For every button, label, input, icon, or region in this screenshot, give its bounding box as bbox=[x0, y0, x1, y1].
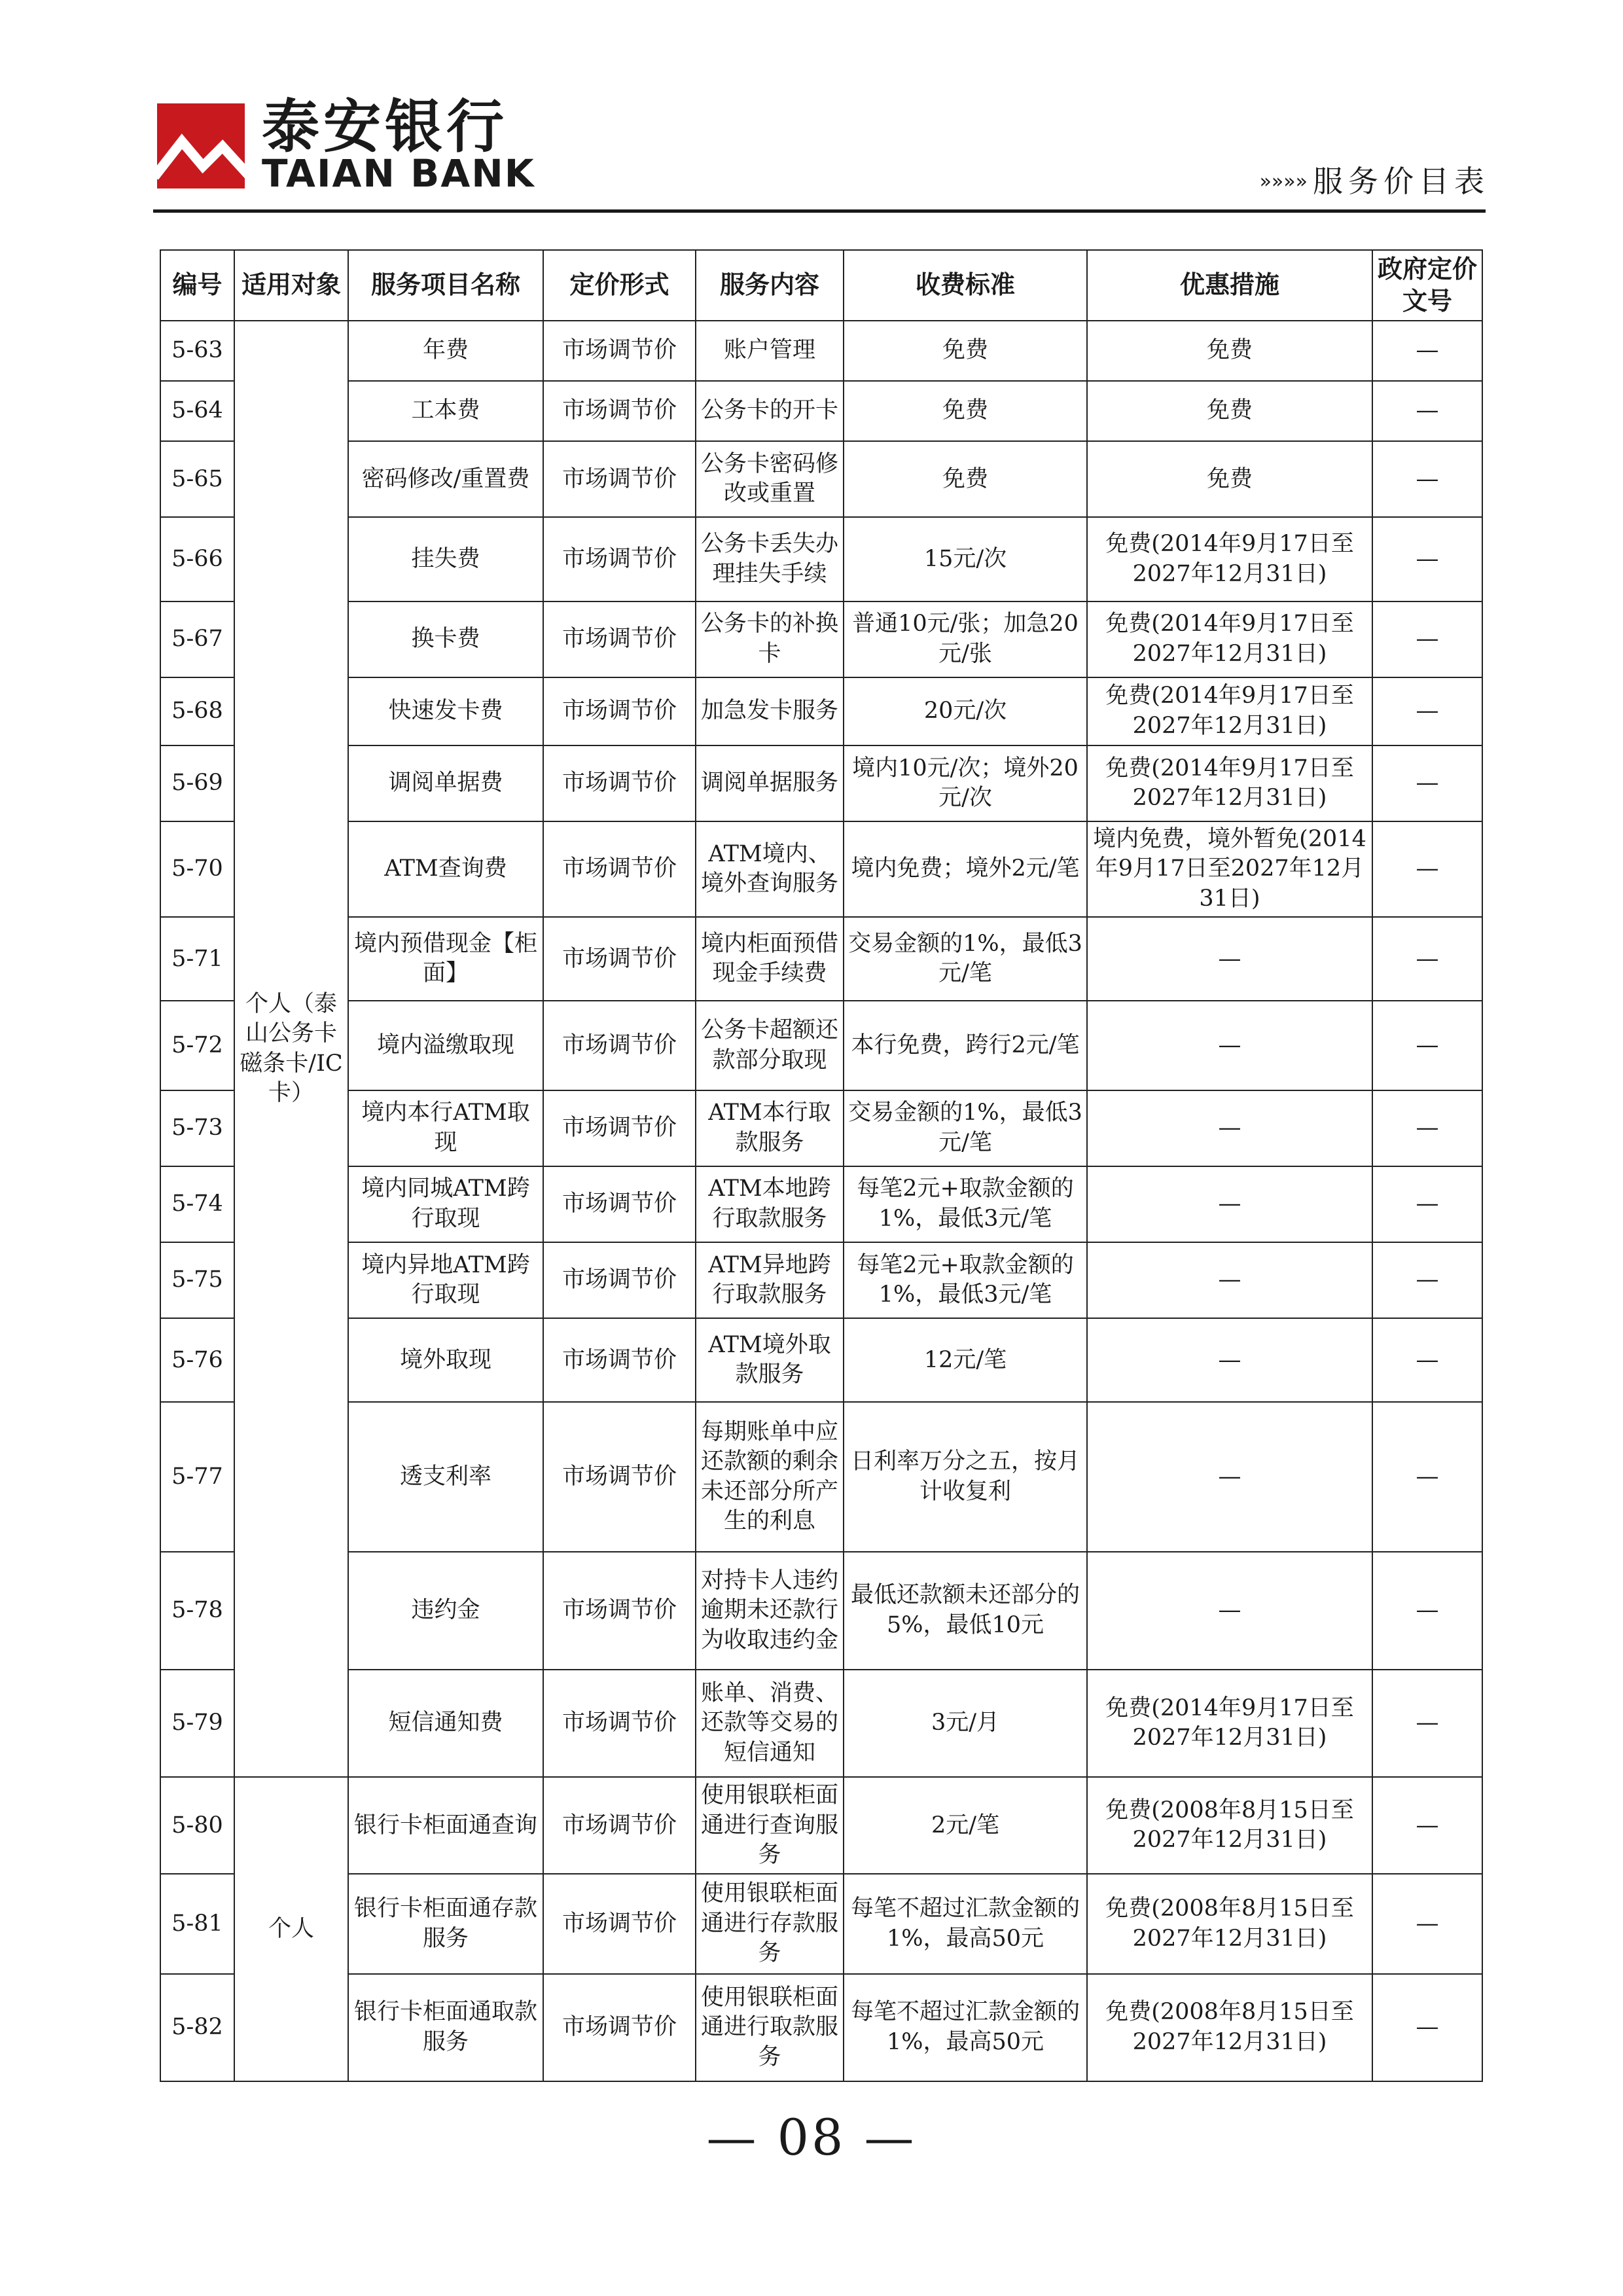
table-row bbox=[160, 917, 1482, 1001]
discount-cell: — bbox=[1087, 1166, 1372, 1242]
fee-cell: 普通10元/张；加急20元/张 bbox=[844, 601, 1087, 677]
no-cell: 5-77 bbox=[160, 1402, 234, 1551]
no-cell: 5-66 bbox=[160, 517, 234, 601]
fee-cell: 2元/笔 bbox=[844, 1777, 1087, 1874]
fee-cell: 免费 bbox=[844, 441, 1087, 517]
content-cell: 公务卡的开卡 bbox=[696, 381, 844, 441]
column-header: 收费标准 bbox=[844, 250, 1087, 321]
pricing-cell: 市场调节价 bbox=[543, 1090, 696, 1166]
discount-cell: 免费(2014年9月17日至2027年12月31日) bbox=[1087, 745, 1372, 821]
no-cell: 5-64 bbox=[160, 381, 234, 441]
pricing-cell: 市场调节价 bbox=[543, 517, 696, 601]
no-cell: 5-67 bbox=[160, 601, 234, 677]
table-row bbox=[160, 517, 1482, 601]
fee-cell: 交易金额的1%，最低3元/笔 bbox=[844, 917, 1087, 1001]
table-row bbox=[160, 677, 1482, 745]
content-cell: 使用银联柜面通进行存款服务 bbox=[696, 1874, 844, 1973]
no-cell: 5-73 bbox=[160, 1090, 234, 1166]
fee-cell: 12元/笔 bbox=[844, 1318, 1087, 1402]
discount-cell: — bbox=[1087, 1402, 1372, 1551]
column-header: 编号 bbox=[160, 250, 234, 321]
gov-cell: — bbox=[1372, 745, 1482, 821]
name-cell: 工本费 bbox=[348, 381, 543, 441]
fee-table-body bbox=[160, 321, 1482, 2081]
fee-cell: 免费 bbox=[844, 321, 1087, 381]
fee-cell: 20元/次 bbox=[844, 677, 1087, 745]
gov-cell: — bbox=[1372, 517, 1482, 601]
document-title-text: 服务价目表 bbox=[1313, 164, 1489, 199]
target-cell: 个人 bbox=[234, 1777, 348, 2081]
pricing-cell: 市场调节价 bbox=[543, 1166, 696, 1242]
fee-cell: 3元/月 bbox=[844, 1670, 1087, 1777]
table-row bbox=[160, 1166, 1482, 1242]
content-cell: ATM本行取款服务 bbox=[696, 1090, 844, 1166]
discount-cell: 免费(2008年8月15日至2027年12月31日) bbox=[1087, 1777, 1372, 1874]
table-row bbox=[160, 1974, 1482, 2081]
discount-cell: 免费 bbox=[1087, 441, 1372, 517]
content-cell: ATM境内、境外查询服务 bbox=[696, 821, 844, 917]
discount-cell: — bbox=[1087, 1001, 1372, 1090]
gov-cell: — bbox=[1372, 1318, 1482, 1402]
pricing-cell: 市场调节价 bbox=[543, 745, 696, 821]
discount-cell: 免费(2014年9月17日至2027年12月31日) bbox=[1087, 517, 1372, 601]
discount-cell: — bbox=[1087, 1318, 1372, 1402]
no-cell: 5-63 bbox=[160, 321, 234, 381]
gov-cell: — bbox=[1372, 1166, 1482, 1242]
content-cell: ATM本地跨行取款服务 bbox=[696, 1166, 844, 1242]
table-row bbox=[160, 1777, 1482, 1874]
no-cell: 5-71 bbox=[160, 917, 234, 1001]
fee-cell: 境内免费；境外2元/笔 bbox=[844, 821, 1087, 917]
fee-cell: 每笔不超过汇款金额的1%，最高50元 bbox=[844, 1974, 1087, 2081]
content-cell: 公务卡的补换卡 bbox=[696, 601, 844, 677]
gov-cell: — bbox=[1372, 1874, 1482, 1973]
name-cell: 银行卡柜面通查询 bbox=[348, 1777, 543, 1874]
table-row bbox=[160, 745, 1482, 821]
fee-cell: 本行免费，跨行2元/笔 bbox=[844, 1001, 1087, 1090]
content-cell: 使用银联柜面通进行查询服务 bbox=[696, 1777, 844, 1874]
table-row bbox=[160, 821, 1482, 917]
no-cell: 5-68 bbox=[160, 677, 234, 745]
discount-cell: 免费(2008年8月15日至2027年12月31日) bbox=[1087, 1974, 1372, 2081]
no-cell: 5-65 bbox=[160, 441, 234, 517]
no-cell: 5-82 bbox=[160, 1974, 234, 2081]
no-cell: 5-79 bbox=[160, 1670, 234, 1777]
name-cell: 快速发卡费 bbox=[348, 677, 543, 745]
gov-cell: — bbox=[1372, 1090, 1482, 1166]
discount-cell: — bbox=[1087, 1242, 1372, 1318]
discount-cell: — bbox=[1087, 1090, 1372, 1166]
target-cell: 个人（泰山公务卡磁条卡/IC卡） bbox=[234, 321, 348, 1777]
table-row bbox=[160, 1670, 1482, 1777]
table-row bbox=[160, 1090, 1482, 1166]
discount-cell: 免费(2014年9月17日至2027年12月31日) bbox=[1087, 677, 1372, 745]
pricing-cell: 市场调节价 bbox=[543, 917, 696, 1001]
gov-cell: — bbox=[1372, 917, 1482, 1001]
fee-cell: 日利率万分之五，按月计收复利 bbox=[844, 1402, 1087, 1551]
table-row bbox=[160, 321, 1482, 381]
name-cell: 调阅单据费 bbox=[348, 745, 543, 821]
content-cell: 境内柜面预借现金手续费 bbox=[696, 917, 844, 1001]
gov-cell: — bbox=[1372, 601, 1482, 677]
gov-cell: — bbox=[1372, 1670, 1482, 1777]
discount-cell: 免费(2014年9月17日至2027年12月31日) bbox=[1087, 1670, 1372, 1777]
discount-cell: — bbox=[1087, 1552, 1372, 1670]
gov-cell: — bbox=[1372, 1552, 1482, 1670]
discount-cell: — bbox=[1087, 917, 1372, 1001]
no-cell: 5-75 bbox=[160, 1242, 234, 1318]
no-cell: 5-80 bbox=[160, 1777, 234, 1874]
content-cell: 调阅单据服务 bbox=[696, 745, 844, 821]
name-cell: 银行卡柜面通存款服务 bbox=[348, 1874, 543, 1973]
no-cell: 5-72 bbox=[160, 1001, 234, 1090]
name-cell: 换卡费 bbox=[348, 601, 543, 677]
table-header-row bbox=[160, 250, 1482, 321]
discount-cell: 境内免费，境外暂免(2014年9月17日至2027年12月31日) bbox=[1087, 821, 1372, 917]
name-cell: 境外取现 bbox=[348, 1318, 543, 1402]
content-cell: 公务卡密码修改或重置 bbox=[696, 441, 844, 517]
content-cell: 加急发卡服务 bbox=[696, 677, 844, 745]
column-header: 优惠措施 bbox=[1087, 250, 1372, 321]
table-row bbox=[160, 1552, 1482, 1670]
pricing-cell: 市场调节价 bbox=[543, 821, 696, 917]
pricing-cell: 市场调节价 bbox=[543, 321, 696, 381]
fee-cell: 15元/次 bbox=[844, 517, 1087, 601]
name-cell: 挂失费 bbox=[348, 517, 543, 601]
pricing-cell: 市场调节价 bbox=[543, 1318, 696, 1402]
name-cell: 银行卡柜面通取款服务 bbox=[348, 1974, 543, 2081]
header-divider bbox=[153, 209, 1486, 213]
arrows-icon: »»»» bbox=[1259, 170, 1308, 193]
name-cell: 境内同城ATM跨行取现 bbox=[348, 1166, 543, 1242]
pricing-cell: 市场调节价 bbox=[543, 1777, 696, 1874]
no-cell: 5-70 bbox=[160, 821, 234, 917]
gov-cell: — bbox=[1372, 321, 1482, 381]
no-cell: 5-76 bbox=[160, 1318, 234, 1402]
pricing-cell: 市场调节价 bbox=[543, 1001, 696, 1090]
fee-cell: 交易金额的1%，最低3元/笔 bbox=[844, 1090, 1087, 1166]
table-row bbox=[160, 1402, 1482, 1551]
name-cell: 密码修改/重置费 bbox=[348, 441, 543, 517]
name-cell: ATM查询费 bbox=[348, 821, 543, 917]
fee-cell: 境内10元/次；境外20元/次 bbox=[844, 745, 1087, 821]
content-cell: 使用银联柜面通进行取款服务 bbox=[696, 1974, 844, 2081]
name-cell: 境内异地ATM跨行取现 bbox=[348, 1242, 543, 1318]
table-row bbox=[160, 1318, 1482, 1402]
gov-cell: — bbox=[1372, 1001, 1482, 1090]
gov-cell: — bbox=[1372, 381, 1482, 441]
document-title bbox=[1259, 164, 1489, 199]
gov-cell: — bbox=[1372, 677, 1482, 745]
name-cell: 境内本行ATM取现 bbox=[348, 1090, 543, 1166]
gov-cell: — bbox=[1372, 1402, 1482, 1551]
content-cell: 公务卡超额还款部分取现 bbox=[696, 1001, 844, 1090]
column-header: 适用对象 bbox=[234, 250, 348, 321]
column-header: 定价形式 bbox=[543, 250, 696, 321]
pricing-cell: 市场调节价 bbox=[543, 1552, 696, 1670]
table-row bbox=[160, 1242, 1482, 1318]
content-cell: 账单、消费、还款等交易的短信通知 bbox=[696, 1670, 844, 1777]
pricing-cell: 市场调节价 bbox=[543, 1670, 696, 1777]
pricing-cell: 市场调节价 bbox=[543, 1974, 696, 2081]
content-cell: ATM境外取款服务 bbox=[696, 1318, 844, 1402]
content-cell: 账户管理 bbox=[696, 321, 844, 381]
fee-cell: 免费 bbox=[844, 381, 1087, 441]
column-header: 服务项目名称 bbox=[348, 250, 543, 321]
content-cell: 公务卡丢失办理挂失手续 bbox=[696, 517, 844, 601]
table-row bbox=[160, 441, 1482, 517]
name-cell: 违约金 bbox=[348, 1552, 543, 1670]
taian-bank-logo-icon bbox=[157, 103, 245, 188]
fee-table bbox=[160, 249, 1483, 2082]
table-row bbox=[160, 1874, 1482, 1973]
no-cell: 5-81 bbox=[160, 1874, 234, 1973]
no-cell: 5-69 bbox=[160, 745, 234, 821]
content-cell: ATM异地跨行取款服务 bbox=[696, 1242, 844, 1318]
no-cell: 5-74 bbox=[160, 1166, 234, 1242]
column-header: 政府定价文号 bbox=[1372, 250, 1482, 321]
gov-cell: — bbox=[1372, 1777, 1482, 1874]
gov-cell: — bbox=[1372, 821, 1482, 917]
discount-cell: 免费(2014年9月17日至2027年12月31日) bbox=[1087, 601, 1372, 677]
gov-cell: — bbox=[1372, 441, 1482, 517]
pricing-cell: 市场调节价 bbox=[543, 441, 696, 517]
content-cell: 对持卡人违约逾期未还款行为收取违约金 bbox=[696, 1552, 844, 1670]
table-row bbox=[160, 1001, 1482, 1090]
column-header: 服务内容 bbox=[696, 250, 844, 321]
fee-cell: 每笔2元+取款金额的1%，最低3元/笔 bbox=[844, 1242, 1087, 1318]
pricing-cell: 市场调节价 bbox=[543, 677, 696, 745]
gov-cell: — bbox=[1372, 1242, 1482, 1318]
fee-cell: 最低还款额未还部分的5%，最低10元 bbox=[844, 1552, 1087, 1670]
discount-cell: 免费(2008年8月15日至2027年12月31日) bbox=[1087, 1874, 1372, 1973]
gov-cell: — bbox=[1372, 1974, 1482, 2081]
table-row bbox=[160, 381, 1482, 441]
pricing-cell: 市场调节价 bbox=[543, 1402, 696, 1551]
pricing-cell: 市场调节价 bbox=[543, 1242, 696, 1318]
discount-cell: 免费 bbox=[1087, 321, 1372, 381]
bank-name-cn: 泰安银行 bbox=[262, 93, 508, 160]
name-cell: 短信通知费 bbox=[348, 1670, 543, 1777]
content-cell: 每期账单中应还款额的剩余未还部分所产生的利息 bbox=[696, 1402, 844, 1551]
no-cell: 5-78 bbox=[160, 1552, 234, 1670]
name-cell: 年费 bbox=[348, 321, 543, 381]
pricing-cell: 市场调节价 bbox=[543, 601, 696, 677]
name-cell: 境内预借现金【柜面】 bbox=[348, 917, 543, 1001]
name-cell: 境内溢缴取现 bbox=[348, 1001, 543, 1090]
page-number: — 08 — bbox=[706, 2108, 917, 2166]
pricing-cell: 市场调节价 bbox=[543, 1874, 696, 1973]
name-cell: 透支利率 bbox=[348, 1402, 543, 1551]
bank-name-en: TAIAN BANK bbox=[262, 151, 535, 196]
table-row bbox=[160, 601, 1482, 677]
fee-cell: 每笔不超过汇款金额的1%，最高50元 bbox=[844, 1874, 1087, 1973]
discount-cell: 免费 bbox=[1087, 381, 1372, 441]
pricing-cell: 市场调节价 bbox=[543, 381, 696, 441]
fee-cell: 每笔2元+取款金额的1%，最低3元/笔 bbox=[844, 1166, 1087, 1242]
